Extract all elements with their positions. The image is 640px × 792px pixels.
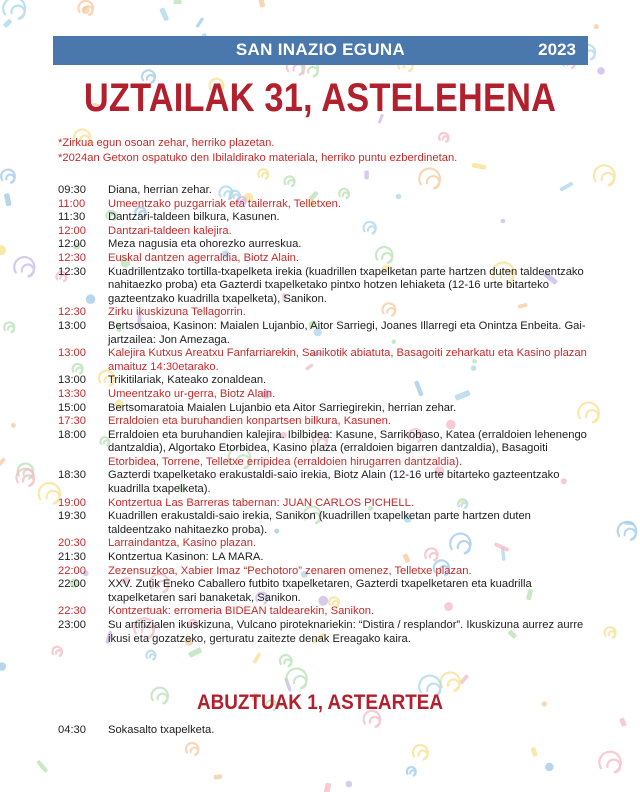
event-time: 12:00: [58, 238, 86, 251]
event-description: ikusi eta gozatzeko, gerturatu zaitezte denak Ereagako kaira.: [108, 632, 411, 645]
note: *Zirkua egun osoan zehar, herriko plazetan.: [58, 137, 275, 149]
event-time: [58, 456, 108, 470]
schedule-item-continuation: [58, 279, 588, 293]
event-description: jartzailea: Jon Amezaga.: [108, 333, 230, 346]
event-description: Umeentzako puzgarriak eta tailerrak, Telletxen.: [108, 197, 341, 210]
event-time: 23:00: [58, 619, 86, 631]
event-year: 2023: [538, 40, 576, 59]
event-description: dantzaldia), Algortako Etorbidea, Kasino plaza (erraldoien bigarren dantzaldia), Basagoiti: [108, 442, 548, 455]
event-description: nahitaezko proba) eta Gazterdi txapelketako pintxo hotzen lehiaketa (12-16 urte bitarteko: [108, 279, 549, 292]
schedule-item: [58, 724, 588, 738]
schedule-item: [58, 429, 588, 443]
event-time: 21:30: [58, 551, 86, 564]
event-description: Umeentzako ur-gerra, Biotz Alain.: [108, 387, 276, 400]
schedule-item: [58, 578, 588, 592]
event-description: taldeentzako nahitaezko proba).: [108, 523, 268, 536]
schedule-item: [58, 510, 588, 524]
schedule-item: [58, 497, 588, 511]
event-description: Etorbidea, Torrene, Telletxe erripidea (erraldoien hirugarren dantzaldia).: [108, 455, 463, 468]
event-description: Kuadrillentzako tortilla-txapelketa irekia (kuadrillen txapelketan parte hartzen duten taldeentzako: [108, 265, 584, 278]
event-description: amaituz 14:30etarako.: [108, 360, 219, 373]
schedule-item-continuation: [58, 334, 588, 348]
event-description: gazteentzako kuadrilla txapelketa), Sanikon.: [108, 292, 327, 305]
schedule-item: [58, 252, 588, 266]
event-time: [58, 633, 108, 647]
event-time: [58, 442, 108, 456]
schedule-item: [58, 184, 588, 198]
event-time: [58, 334, 108, 348]
schedule-item-continuation: [58, 592, 588, 606]
event-time: 11:30: [58, 211, 86, 224]
event-time: 13:00: [58, 374, 86, 387]
event-description: Erraldoien eta buruhandien konpartsen bilkura, Kasunen.: [108, 415, 391, 428]
schedule-item: [58, 306, 588, 320]
event-description: Kalejira Kutxus Areatxu Fanfarriarekin, Sanikotik abiatuta, Basagoiti zeharkatu eta Kasino plazan: [108, 347, 587, 360]
schedule-item: [58, 388, 588, 402]
event-name: SAN INAZIO EGUNA: [235, 40, 406, 59]
schedule-item-continuation: [58, 293, 588, 307]
event-time: 19:30: [58, 510, 86, 523]
schedule-item-continuation: [58, 524, 588, 538]
schedule-item: [58, 198, 588, 212]
schedule-item: [58, 211, 588, 225]
note: *2024an Getxon ospatuko den Ibilaldirako materiala, herriko puntu ezberdinetan.: [58, 152, 458, 164]
event-description: Bertsomaratoia Maialen Lujanbio eta Aitor Sarriegirekin, herrian zehar.: [108, 401, 457, 414]
schedule-item: [58, 238, 588, 252]
schedule-item-continuation: [58, 483, 588, 497]
schedule-item-continuation: [58, 361, 588, 375]
event-description: Euskal dantzen agerraldia, Biotz Alain.: [108, 251, 299, 264]
event-time: 11:00: [58, 197, 86, 210]
event-time: 04:30: [58, 724, 86, 736]
event-time: 13:00: [58, 347, 86, 360]
event-time: 18:00: [58, 428, 86, 441]
event-time: [58, 293, 108, 307]
event-description: Dantzari-taldeen kalejira.: [108, 224, 232, 237]
schedule-item: [58, 605, 588, 619]
event-description: Meza nagusia eta ohorezko aurreskua.: [108, 238, 302, 251]
schedule-item: [58, 266, 588, 280]
event-description: Sokasalto txapelketa.: [108, 724, 215, 736]
day1-notes: [58, 136, 618, 166]
event-time: 15:00: [58, 401, 86, 414]
schedule-item: [58, 225, 588, 239]
schedule-item: [58, 619, 588, 633]
event-time: 13:00: [58, 319, 86, 332]
event-time: 12:30: [58, 306, 86, 319]
event-time: [58, 361, 108, 375]
event-time: 22:30: [58, 605, 86, 618]
schedule-item: [58, 537, 588, 551]
schedule-item-continuation: [58, 456, 588, 470]
event-description: Erraldoien eta buruhandien kalejira. Ibilbidea: Kasune, Sarrikobaso, Katea (erraldoien lehenengo: [108, 428, 587, 441]
event-description: Su artifizialen ikuskizuna, Vulcano piroteknariekin: “Distira / resplandor”. Ikuskizuna aurrez aurre: [108, 619, 584, 631]
event-description: Kontzertua Kasinon: LA MARA.: [108, 551, 264, 564]
event-description: Diana, herrian zehar.: [108, 184, 212, 196]
event-time: [58, 592, 108, 606]
event-description: kuadrilla txapelketa).: [108, 483, 211, 496]
schedule-item: [58, 469, 588, 483]
day2-title: ABUZTUAK 1, ASTEARTEA: [196, 691, 444, 714]
event-time: 20:30: [58, 537, 86, 550]
event-time: [58, 279, 108, 293]
event-time: 12:30: [58, 251, 86, 264]
day1-schedule: [58, 184, 588, 646]
day2-schedule: [58, 724, 588, 738]
event-description: Gazterdi txapelketako erakustaldi-saio irekia, Biotz Alain (12-16 urte bitarteko gazteentzako: [108, 469, 560, 482]
event-time: 22:00: [58, 564, 86, 577]
schedule-item: [58, 551, 588, 565]
schedule-item: [58, 415, 588, 429]
event-description: txapelketaren sari banaketak, Sanikon.: [108, 591, 301, 604]
event-description: Trikitilariak, Kateako zonaldean.: [108, 374, 267, 387]
day1-title: UZTAILAK 31, ASTELEHENA: [83, 76, 557, 120]
schedule-item: [58, 374, 588, 388]
event-description: Bertsosaioa, Kasinon: Maialen Lujanbio, Aitor Sarriegi, Joanes Illarregi eta Onintza Enbeita. Gai-: [108, 319, 586, 332]
schedule-item: [58, 347, 588, 361]
event-time: 09:30: [58, 184, 86, 196]
event-time: 19:00: [58, 496, 86, 509]
event-time: 13:30: [58, 387, 86, 400]
schedule-item-continuation: [58, 442, 588, 456]
event-time: 17:30: [58, 415, 86, 428]
event-description: XXV. Zutik Eneko Caballero futbito txapelketaren, Gazterdi txapelketaren eta kuadrilla: [108, 578, 532, 591]
event-description: Zirku ikuskizuna Tellagorrin.: [108, 306, 246, 319]
event-description: Kuadrillen erakustaldi-saio irekia, Sanikon (kuadrillen txapelketan parte hartzen duten: [108, 510, 531, 523]
event-time: 22:00: [58, 578, 86, 591]
event-time: 12:00: [58, 224, 86, 237]
schedule-item-continuation: [58, 633, 588, 647]
event-time: [58, 483, 108, 497]
event-description: Zezensuzkoa, Xabier Imaz “Pechotoro” zenaren omenez, Telletxe plazan.: [108, 564, 472, 577]
event-description: Dantzari-taldeen bilkura, Kasunen.: [108, 211, 280, 224]
event-description: Kontzertua Las Barreras tabernan: JUAN CARLOS PICHELL.: [108, 496, 414, 509]
event-description: Larraindantza, Kasino plazan.: [108, 537, 257, 550]
event-time: 12:30: [58, 265, 86, 278]
event-time: [58, 524, 108, 538]
schedule-item: [58, 565, 588, 579]
event-time: 18:30: [58, 469, 86, 482]
schedule-item: [58, 402, 588, 416]
header-banner: [53, 36, 588, 65]
event-description: Kontzertuak: erromeria BIDEAN taldearekin, Sanikon.: [108, 605, 375, 618]
schedule-item: [58, 320, 588, 334]
